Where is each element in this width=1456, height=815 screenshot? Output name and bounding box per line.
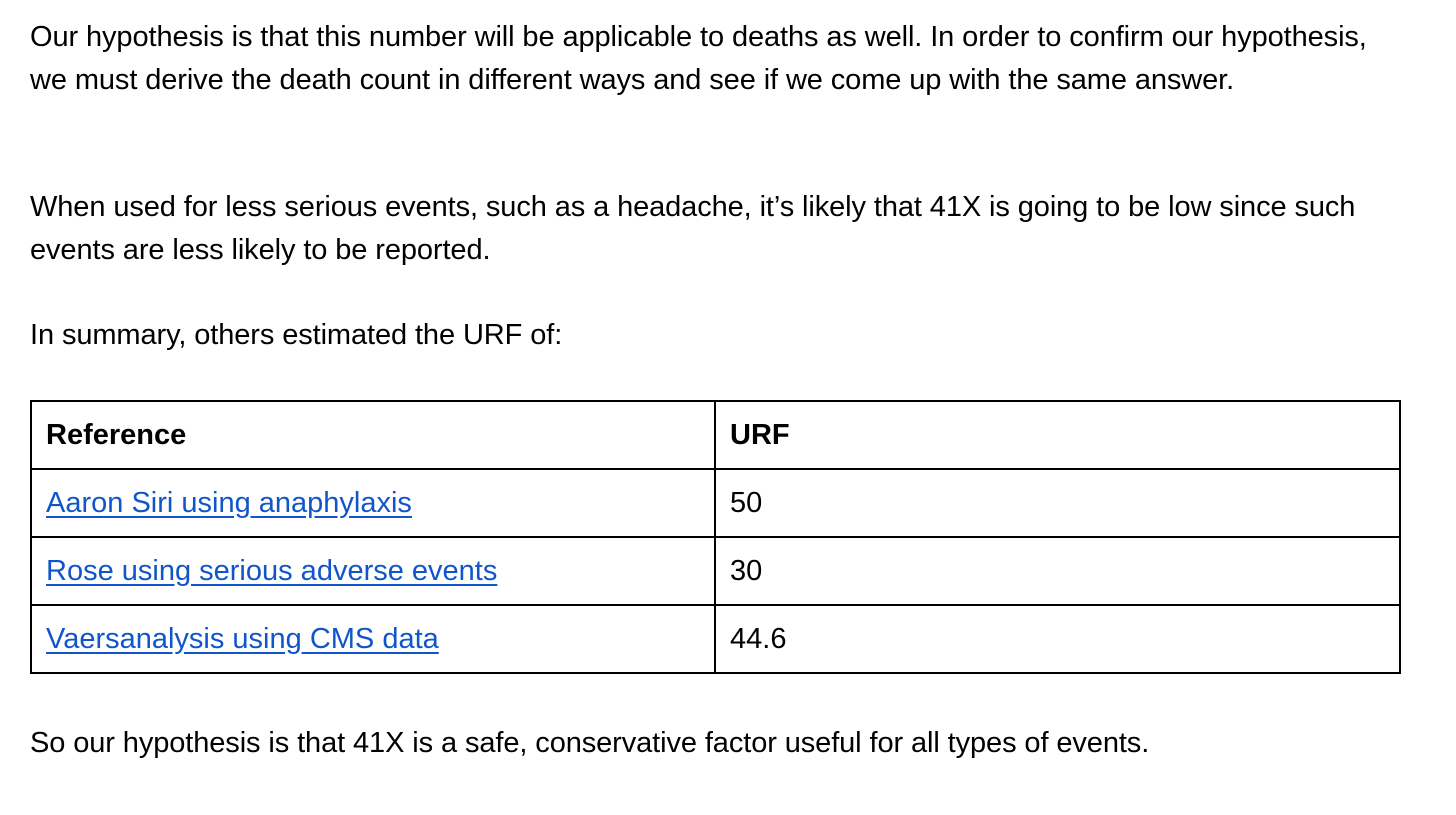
paragraph-summary-intro: In summary, others estimated the URF of: <box>30 319 563 351</box>
column-header-reference: Reference <box>31 401 715 469</box>
column-header-urf: URF <box>715 401 1400 469</box>
reference-cell <box>31 605 715 673</box>
reference-cell <box>31 537 715 605</box>
table-row <box>31 537 1400 605</box>
table-row <box>31 605 1400 673</box>
urf-value-cell: 30 <box>715 537 1400 605</box>
urf-table <box>30 400 1401 674</box>
paragraph-hypothesis: Our hypothesis is that this number will be applicable to deaths as well. In order to confirm our hypothesis, we must derive the death count in different ways and see if we come up with the same answer. <box>30 21 1367 96</box>
paragraph-conclusion: So our hypothesis is that 41X is a safe, conservative factor useful for all types of events. <box>30 727 1150 759</box>
reference-link-aaron-siri[interactable]: Aaron Siri using anaphylaxis <box>46 486 412 519</box>
urf-value-cell: 50 <box>715 469 1400 537</box>
reference-link-vaersanalysis[interactable]: Vaersanalysis using CMS data <box>46 622 439 655</box>
reference-cell <box>31 469 715 537</box>
paragraph-less-serious-events: When used for less serious events, such as a headache, it’s likely that 41X is going to be low since such events are less likely to be reported. <box>30 191 1356 266</box>
reference-link-rose[interactable]: Rose using serious adverse events <box>46 554 498 587</box>
urf-value-cell: 44.6 <box>715 605 1400 673</box>
table-row <box>31 469 1400 537</box>
table-header-row <box>31 401 1400 469</box>
